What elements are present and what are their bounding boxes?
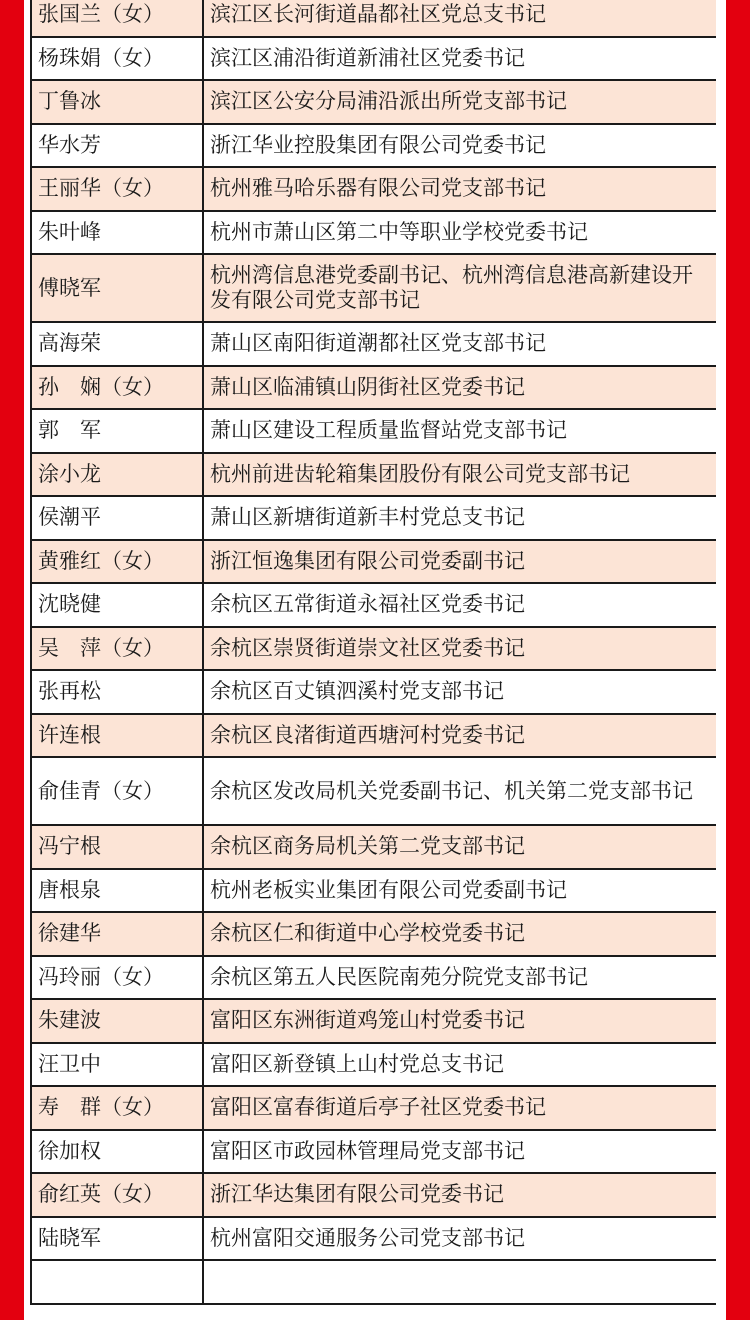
roster-table-body (31, 0, 716, 1304)
table-row (31, 825, 716, 869)
name-cell: 傅晓军 (31, 254, 203, 322)
name-cell: 许连根 (31, 714, 203, 758)
table-row (31, 1260, 716, 1304)
name-cell: 张国兰（女） (31, 0, 203, 37)
table-row (31, 0, 716, 37)
name-cell: 寿 群（女） (31, 1086, 203, 1130)
name-cell: 冯玲丽（女） (31, 956, 203, 1000)
right-red-border (726, 0, 750, 1320)
table-row (31, 124, 716, 168)
name-cell: 陆晓军 (31, 1217, 203, 1261)
roster-table-container (30, 0, 716, 1320)
name-cell: 俞佳青（女） (31, 757, 203, 825)
table-row (31, 1086, 716, 1130)
name-cell: 吴 萍（女） (31, 627, 203, 671)
position-cell: 余杭区发改局机关党委副书记、机关第二党支部书记 (203, 757, 716, 825)
name-cell: 徐建华 (31, 912, 203, 956)
position-cell: 浙江华业控股集团有限公司党委书记 (203, 124, 716, 168)
position-cell: 余杭区五常街道永福社区党委书记 (203, 583, 716, 627)
name-cell: 涂小龙 (31, 453, 203, 497)
name-cell: 高海荣 (31, 322, 203, 366)
name-cell: 孙 娴（女） (31, 366, 203, 410)
table-row (31, 254, 716, 322)
position-cell: 萧山区新塘街道新丰村党总支书记 (203, 496, 716, 540)
name-cell: 徐加权 (31, 1130, 203, 1174)
table-row (31, 583, 716, 627)
table-row (31, 409, 716, 453)
table-row (31, 366, 716, 410)
position-cell: 萧山区建设工程质量监督站党支部书记 (203, 409, 716, 453)
table-row (31, 1173, 716, 1217)
name-cell: 唐根泉 (31, 869, 203, 913)
table-row (31, 540, 716, 584)
name-cell: 郭 军 (31, 409, 203, 453)
position-cell: 浙江恒逸集团有限公司党委副书记 (203, 540, 716, 584)
position-cell: 杭州雅马哈乐器有限公司党支部书记 (203, 167, 716, 211)
position-cell: 余杭区第五人民医院南苑分院党支部书记 (203, 956, 716, 1000)
table-row (31, 757, 716, 825)
position-cell: 富阳区富春街道后亭子社区党委书记 (203, 1086, 716, 1130)
table-row (31, 453, 716, 497)
name-cell: 沈晓健 (31, 583, 203, 627)
table-row (31, 496, 716, 540)
table-row (31, 956, 716, 1000)
name-cell: 汪卫中 (31, 1043, 203, 1087)
position-cell: 萧山区南阳街道潮都社区党支部书记 (203, 322, 716, 366)
position-cell (203, 1260, 716, 1304)
position-cell: 富阳区东洲街道鸡笼山村党委书记 (203, 999, 716, 1043)
position-cell: 富阳区市政园林管理局党支部书记 (203, 1130, 716, 1174)
name-cell: 冯宁根 (31, 825, 203, 869)
position-cell: 余杭区崇贤街道崇文社区党委书记 (203, 627, 716, 671)
position-cell: 余杭区百丈镇泗溪村党支部书记 (203, 670, 716, 714)
position-cell: 滨江区浦沿街道新浦社区党委书记 (203, 37, 716, 81)
position-cell: 余杭区商务局机关第二党支部书记 (203, 825, 716, 869)
table-row (31, 1130, 716, 1174)
position-cell: 浙江华达集团有限公司党委书记 (203, 1173, 716, 1217)
name-cell: 黄雅红（女） (31, 540, 203, 584)
position-cell: 萧山区临浦镇山阴街社区党委书记 (203, 366, 716, 410)
name-cell: 王丽华（女） (31, 167, 203, 211)
position-cell: 余杭区仁和街道中心学校党委书记 (203, 912, 716, 956)
name-cell (31, 1260, 203, 1304)
table-row (31, 912, 716, 956)
name-cell: 朱建波 (31, 999, 203, 1043)
position-cell: 杭州富阳交通服务公司党支部书记 (203, 1217, 716, 1261)
name-cell: 俞红英（女） (31, 1173, 203, 1217)
table-row (31, 167, 716, 211)
position-cell: 滨江区公安分局浦沿派出所党支部书记 (203, 80, 716, 124)
table-row (31, 211, 716, 255)
position-cell: 杭州前进齿轮箱集团股份有限公司党支部书记 (203, 453, 716, 497)
table-row (31, 670, 716, 714)
name-cell: 丁鲁冰 (31, 80, 203, 124)
roster-table (30, 0, 716, 1305)
table-row (31, 714, 716, 758)
table-row (31, 627, 716, 671)
table-row (31, 1043, 716, 1087)
table-row (31, 869, 716, 913)
position-cell: 杭州老板实业集团有限公司党委副书记 (203, 869, 716, 913)
position-cell: 余杭区良渚街道西塘河村党委书记 (203, 714, 716, 758)
table-row (31, 999, 716, 1043)
name-cell: 朱叶峰 (31, 211, 203, 255)
position-cell: 杭州市萧山区第二中等职业学校党委书记 (203, 211, 716, 255)
position-cell: 滨江区长河街道晶都社区党总支书记 (203, 0, 716, 37)
table-row (31, 37, 716, 81)
table-row (31, 322, 716, 366)
name-cell: 侯潮平 (31, 496, 203, 540)
table-row (31, 1217, 716, 1261)
name-cell: 张再松 (31, 670, 203, 714)
left-red-border (0, 0, 24, 1320)
position-cell: 富阳区新登镇上山村党总支书记 (203, 1043, 716, 1087)
table-row (31, 80, 716, 124)
name-cell: 华水芳 (31, 124, 203, 168)
name-cell: 杨珠娟（女） (31, 37, 203, 81)
position-cell: 杭州湾信息港党委副书记、杭州湾信息港高新建设开发有限公司党支部书记 (203, 254, 716, 322)
